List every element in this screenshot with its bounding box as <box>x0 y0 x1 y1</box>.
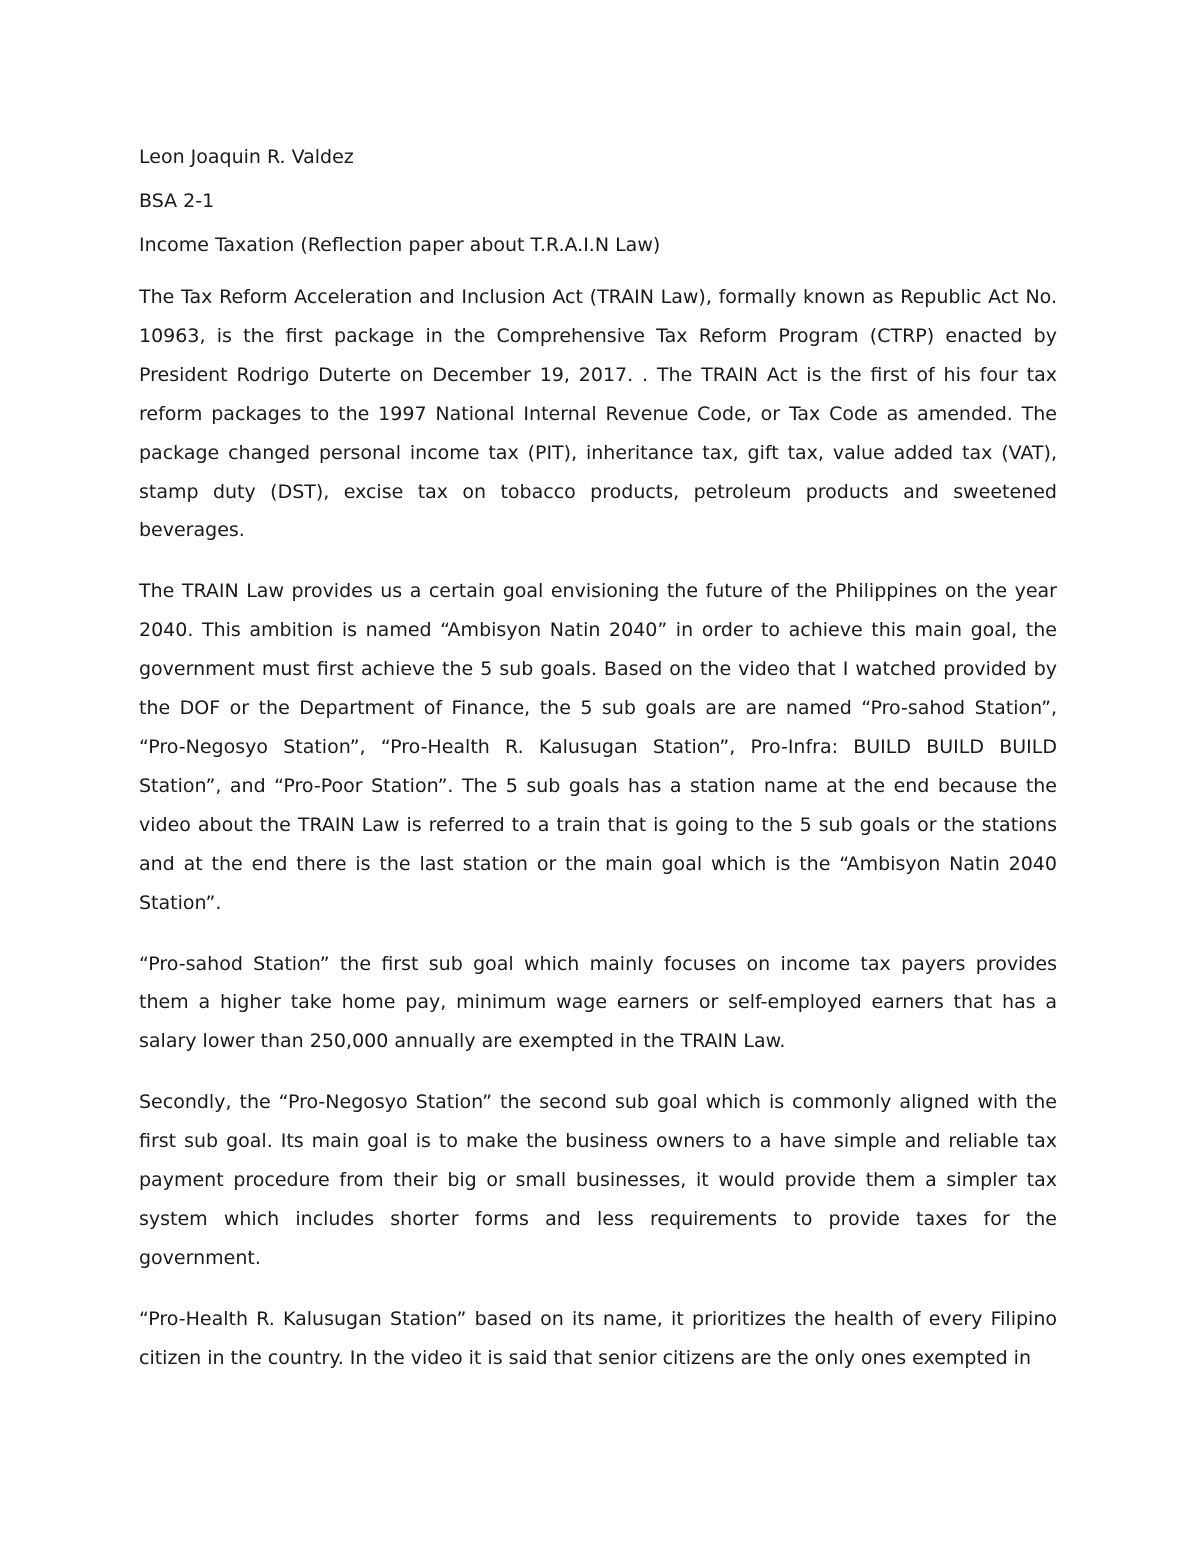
paper-subject: Income Taxation (Reflection paper about T.R.A.I.N Law) <box>139 234 661 256</box>
paragraph-train-law-overview: The Tax Reform Acceleration and Inclusion Act (TRAIN Law), formally known as Republic Act No. 10963, is the first package in the Comprehensive Tax Reform Program (CTRP) enacted by President Rodrigo Duterte on December 19, 2017. . The TRAIN Act is the first of his four tax reform packages to the 1997 National Internal Revenue Code, or Tax Code as amended. The package changed personal income tax (PIT), inheritance tax, gift tax, value added tax (VAT), stamp duty (DST), excise tax on tobacco products, petroleum products and sweetened beverages. <box>139 286 1057 542</box>
section-code: BSA 2-1 <box>139 190 215 212</box>
paragraph-pro-health-station: “Pro-Health R. Kalusugan Station” based on its name, it prioritizes the health of every Filipino citizen in the country. In the video it is said that senior citizens are the only ones exempted in <box>139 1307 1057 1369</box>
document-body <box>139 138 1057 1400</box>
paragraph-pro-sahod-station: “Pro-sahod Station” the first sub goal which mainly focuses on income tax payers provides them a higher take home pay, minimum wage earners or self-employed earners that has a salary lower than 250,000 annually are exempted in the TRAIN Law. <box>139 952 1057 1053</box>
paragraph-pro-negosyo-station: Secondly, the “Pro-Negosyo Station” the second sub goal which is commonly aligned with the first sub goal. Its main goal is to make the business owners to a have simple and reliable tax payment procedure from their big or small businesses, it would provide them a simpler tax system which includes shorter forms and less requirements to provide taxes for the government. <box>139 1091 1057 1269</box>
paragraph-ambisyon-natin-2040: The TRAIN Law provides us a certain goal envisioning the future of the Philippines on the year 2040. This ambition is named “Ambisyon Natin 2040” in order to achieve this main goal, the government must first achieve the 5 sub goals. Based on the video that I watched provided by the DOF or the Department of Finance, the 5 sub goals are are named “Pro-sahod Station”, “Pro-Negosyo Station”, “Pro-Health R. Kalusugan Station”, Pro-Infra: BUILD BUILD BUILD Station”, and “Pro-Poor Station”. The 5 sub goals has a station name at the end because the video about the TRAIN Law is referred to a train that is going to the 5 sub goals or the stations and at the end there is the last station or the main goal which is the “Ambisyon Natin 2040 Station”. <box>139 580 1057 914</box>
author-name: Leon Joaquin R. Valdez <box>139 146 354 168</box>
